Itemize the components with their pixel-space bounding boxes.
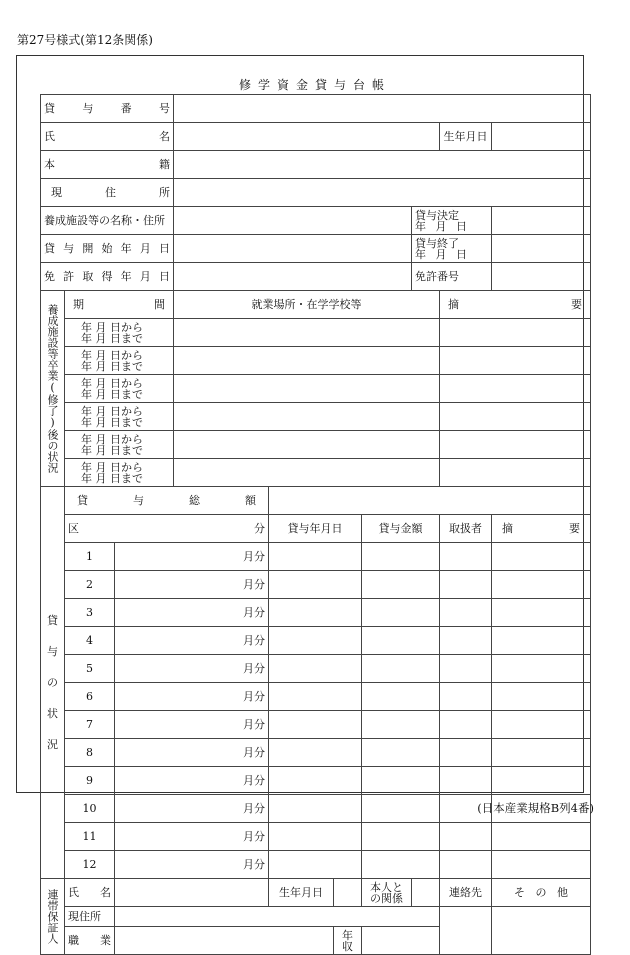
- loan-date-cell[interactable]: [269, 795, 362, 823]
- period-cell[interactable]: 年 月 日から 年 月 日まで: [65, 319, 174, 347]
- handler-cell[interactable]: [440, 851, 492, 879]
- after-status-row: [41, 347, 591, 375]
- loan-amount-cell[interactable]: [362, 683, 440, 711]
- handler-cell[interactable]: [440, 571, 492, 599]
- loan-remarks-cell[interactable]: [492, 683, 591, 711]
- loan-date-cell[interactable]: [269, 683, 362, 711]
- loan-status-side-label: 貸 与 の 状 況: [41, 487, 65, 879]
- col-period: 期間: [65, 291, 174, 319]
- month-number: 12: [65, 851, 115, 879]
- license-number-label: 免許番号: [412, 263, 492, 291]
- loan-month-row: [41, 543, 591, 571]
- col-workplace: 就業場所・在学学校等: [174, 291, 440, 319]
- handler-cell[interactable]: [440, 683, 492, 711]
- loan-date-cell[interactable]: [269, 655, 362, 683]
- handler-cell[interactable]: [440, 655, 492, 683]
- month-suffix: 月分: [115, 851, 269, 879]
- col-loan-date: 貸与年月日: [269, 515, 362, 543]
- guarantor-relation-label: 本人と の関係: [362, 879, 412, 907]
- month-suffix: 月分: [115, 543, 269, 571]
- loan-remarks-cell[interactable]: [492, 711, 591, 739]
- loan-date-cell[interactable]: [269, 599, 362, 627]
- month-number: 8: [65, 739, 115, 767]
- month-suffix: 月分: [115, 627, 269, 655]
- row-facility: [41, 207, 591, 235]
- loan-month-row: [41, 851, 591, 879]
- month-number: 5: [65, 655, 115, 683]
- loan-month-row: [41, 767, 591, 795]
- month-suffix: 月分: [115, 795, 269, 823]
- domicile-field[interactable]: [174, 151, 591, 179]
- loan-date-cell[interactable]: [269, 711, 362, 739]
- loan-date-cell[interactable]: [269, 627, 362, 655]
- guarantor-name-field[interactable]: [115, 879, 269, 907]
- loan-decision-field[interactable]: [492, 207, 591, 235]
- facility-field[interactable]: [174, 207, 412, 235]
- loan-remarks-cell[interactable]: [492, 627, 591, 655]
- loan-remarks-cell[interactable]: [492, 543, 591, 571]
- loan-amount-cell[interactable]: [362, 767, 440, 795]
- loan-end-field[interactable]: [492, 235, 591, 263]
- workplace-cell[interactable]: [174, 459, 440, 487]
- guarantor-address-field[interactable]: [115, 907, 440, 927]
- guarantor-other-field[interactable]: [492, 907, 591, 955]
- guarantor-address-label: 現住所: [65, 907, 115, 927]
- after-status-row: [41, 375, 591, 403]
- guarantor-row-1: [41, 879, 591, 907]
- month-number: 9: [65, 767, 115, 795]
- handler-cell[interactable]: [440, 627, 492, 655]
- loan-month-row: [41, 739, 591, 767]
- row-loan-start: [41, 235, 591, 263]
- loan-date-cell[interactable]: [269, 851, 362, 879]
- domicile-label: 本籍: [41, 151, 174, 179]
- workplace-cell[interactable]: [174, 319, 440, 347]
- loan-month-row: [41, 683, 591, 711]
- loan-amount-cell[interactable]: [362, 823, 440, 851]
- loan-total-row: [41, 487, 591, 515]
- after-status-side-label: 養成施設等卒業(修了)後の状況: [41, 291, 65, 487]
- loan-date-cell[interactable]: [269, 739, 362, 767]
- loan-amount-cell[interactable]: [362, 795, 440, 823]
- month-number: 11: [65, 823, 115, 851]
- month-number: 10: [65, 795, 115, 823]
- row-name: [41, 123, 591, 151]
- loan-start-field[interactable]: [174, 235, 412, 263]
- birth-date-label: 生年月日: [440, 123, 492, 151]
- after-status-row: [41, 459, 591, 487]
- after-status-row: [41, 431, 591, 459]
- loan-remarks-cell[interactable]: [492, 823, 591, 851]
- period-cell[interactable]: 年 月 日から 年 月 日まで: [65, 459, 174, 487]
- loan-start-label: 貸与開始年月日: [41, 235, 174, 263]
- loan-month-row: [41, 711, 591, 739]
- guarantor-income-field[interactable]: [362, 927, 440, 955]
- form-number: 第27号様式(第12条関係): [17, 33, 153, 47]
- handler-cell[interactable]: [440, 823, 492, 851]
- month-number: 6: [65, 683, 115, 711]
- guarantor-birth-field[interactable]: [334, 879, 362, 907]
- footer-note: (日本産業規格B列4番): [477, 801, 594, 815]
- guarantor-contact-field[interactable]: [440, 907, 492, 955]
- address-label: 現住所: [41, 179, 174, 207]
- loan-amount-cell[interactable]: [362, 627, 440, 655]
- facility-label: 養成施設等の名称・住所: [41, 207, 174, 235]
- loan-month-row: [41, 823, 591, 851]
- col-loan-remarks: 摘要: [492, 515, 591, 543]
- license-date-label: 免許取得年月日: [41, 263, 174, 291]
- loan-remarks-cell[interactable]: [492, 851, 591, 879]
- month-suffix: 月分: [115, 599, 269, 627]
- address-field[interactable]: [174, 179, 591, 207]
- form-title: 修学資金貸与台帳: [238, 78, 391, 92]
- loan-number-label: 貸与番号: [41, 95, 174, 123]
- loan-number-field[interactable]: [174, 95, 591, 123]
- after-status-header: [41, 291, 591, 319]
- period-cell[interactable]: 年 月 日から 年 月 日まで: [65, 347, 174, 375]
- loan-ledger-table: [40, 94, 591, 955]
- guarantor-name-label: 氏名: [65, 879, 115, 907]
- loan-remarks-cell[interactable]: [492, 767, 591, 795]
- loan-date-cell[interactable]: [269, 571, 362, 599]
- loan-status-header: [41, 515, 591, 543]
- col-category: 区分: [65, 515, 269, 543]
- after-remarks-cell[interactable]: [440, 375, 591, 403]
- col-after-remarks: 摘要: [440, 291, 591, 319]
- after-remarks-cell[interactable]: [440, 403, 591, 431]
- loan-end-label: 貸与終了 年 月 日: [412, 235, 492, 263]
- after-remarks-cell[interactable]: [440, 347, 591, 375]
- period-cell[interactable]: 年 月 日から 年 月 日まで: [65, 403, 174, 431]
- workplace-cell[interactable]: [174, 403, 440, 431]
- row-loan-number: [41, 95, 591, 123]
- handler-cell[interactable]: [440, 543, 492, 571]
- after-status-row: [41, 319, 591, 347]
- workplace-cell[interactable]: [174, 431, 440, 459]
- after-remarks-cell[interactable]: [440, 319, 591, 347]
- month-suffix: 月分: [115, 739, 269, 767]
- month-number: 1: [65, 543, 115, 571]
- loan-total-field[interactable]: [269, 487, 591, 515]
- loan-month-row: [41, 655, 591, 683]
- after-status-row: [41, 403, 591, 431]
- month-number: 2: [65, 571, 115, 599]
- row-address: [41, 179, 591, 207]
- guarantor-relation-field[interactable]: [412, 879, 440, 907]
- month-suffix: 月分: [115, 683, 269, 711]
- loan-remarks-cell[interactable]: [492, 739, 591, 767]
- handler-cell[interactable]: [440, 739, 492, 767]
- loan-total-label: 貸与総額: [65, 487, 269, 515]
- period-cell[interactable]: 年 月 日から 年 月 日まで: [65, 431, 174, 459]
- month-suffix: 月分: [115, 767, 269, 795]
- guarantor-side-label: 連帯保証人: [41, 879, 65, 955]
- loan-amount-cell[interactable]: [362, 571, 440, 599]
- handler-cell[interactable]: [440, 711, 492, 739]
- guarantor-income-label: 年収: [334, 927, 362, 955]
- month-number: 7: [65, 711, 115, 739]
- guarantor-row-2: [41, 907, 591, 927]
- guarantor-birth-label: 生年月日: [269, 879, 334, 907]
- after-remarks-cell[interactable]: [440, 459, 591, 487]
- month-suffix: 月分: [115, 823, 269, 851]
- loan-date-cell[interactable]: [269, 767, 362, 795]
- handler-cell[interactable]: [440, 599, 492, 627]
- guarantor-other-label: その他: [492, 879, 591, 907]
- after-remarks-cell[interactable]: [440, 431, 591, 459]
- col-loan-amount: 貸与金額: [362, 515, 440, 543]
- month-number: 4: [65, 627, 115, 655]
- guarantor-occupation-field[interactable]: [115, 927, 334, 955]
- loan-amount-cell[interactable]: [362, 739, 440, 767]
- guarantor-occupation-label: 職業: [65, 927, 115, 955]
- loan-month-row: [41, 627, 591, 655]
- workplace-cell[interactable]: [174, 375, 440, 403]
- loan-decision-label: 貸与決定 年 月 日: [412, 207, 492, 235]
- loan-date-cell[interactable]: [269, 823, 362, 851]
- month-suffix: 月分: [115, 571, 269, 599]
- birth-date-field[interactable]: [492, 123, 591, 151]
- loan-remarks-cell[interactable]: [492, 655, 591, 683]
- workplace-cell[interactable]: [174, 347, 440, 375]
- license-date-field[interactable]: [174, 263, 412, 291]
- license-number-field[interactable]: [492, 263, 591, 291]
- guarantor-contact-label: 連絡先: [440, 879, 492, 907]
- period-cell[interactable]: 年 月 日から 年 月 日まで: [65, 375, 174, 403]
- loan-amount-cell[interactable]: [362, 599, 440, 627]
- loan-amount-cell[interactable]: [362, 655, 440, 683]
- loan-amount-cell[interactable]: [362, 851, 440, 879]
- name-field[interactable]: [174, 123, 440, 151]
- loan-month-row: [41, 571, 591, 599]
- month-suffix: 月分: [115, 655, 269, 683]
- loan-remarks-cell[interactable]: [492, 571, 591, 599]
- month-suffix: 月分: [115, 711, 269, 739]
- row-domicile: [41, 151, 591, 179]
- month-number: 3: [65, 599, 115, 627]
- loan-date-cell[interactable]: [269, 543, 362, 571]
- loan-amount-cell[interactable]: [362, 711, 440, 739]
- handler-cell[interactable]: [440, 767, 492, 795]
- row-license: [41, 263, 591, 291]
- col-handler: 取扱者: [440, 515, 492, 543]
- loan-amount-cell[interactable]: [362, 543, 440, 571]
- loan-remarks-cell[interactable]: [492, 599, 591, 627]
- loan-month-row: [41, 599, 591, 627]
- name-label: 氏名: [41, 123, 174, 151]
